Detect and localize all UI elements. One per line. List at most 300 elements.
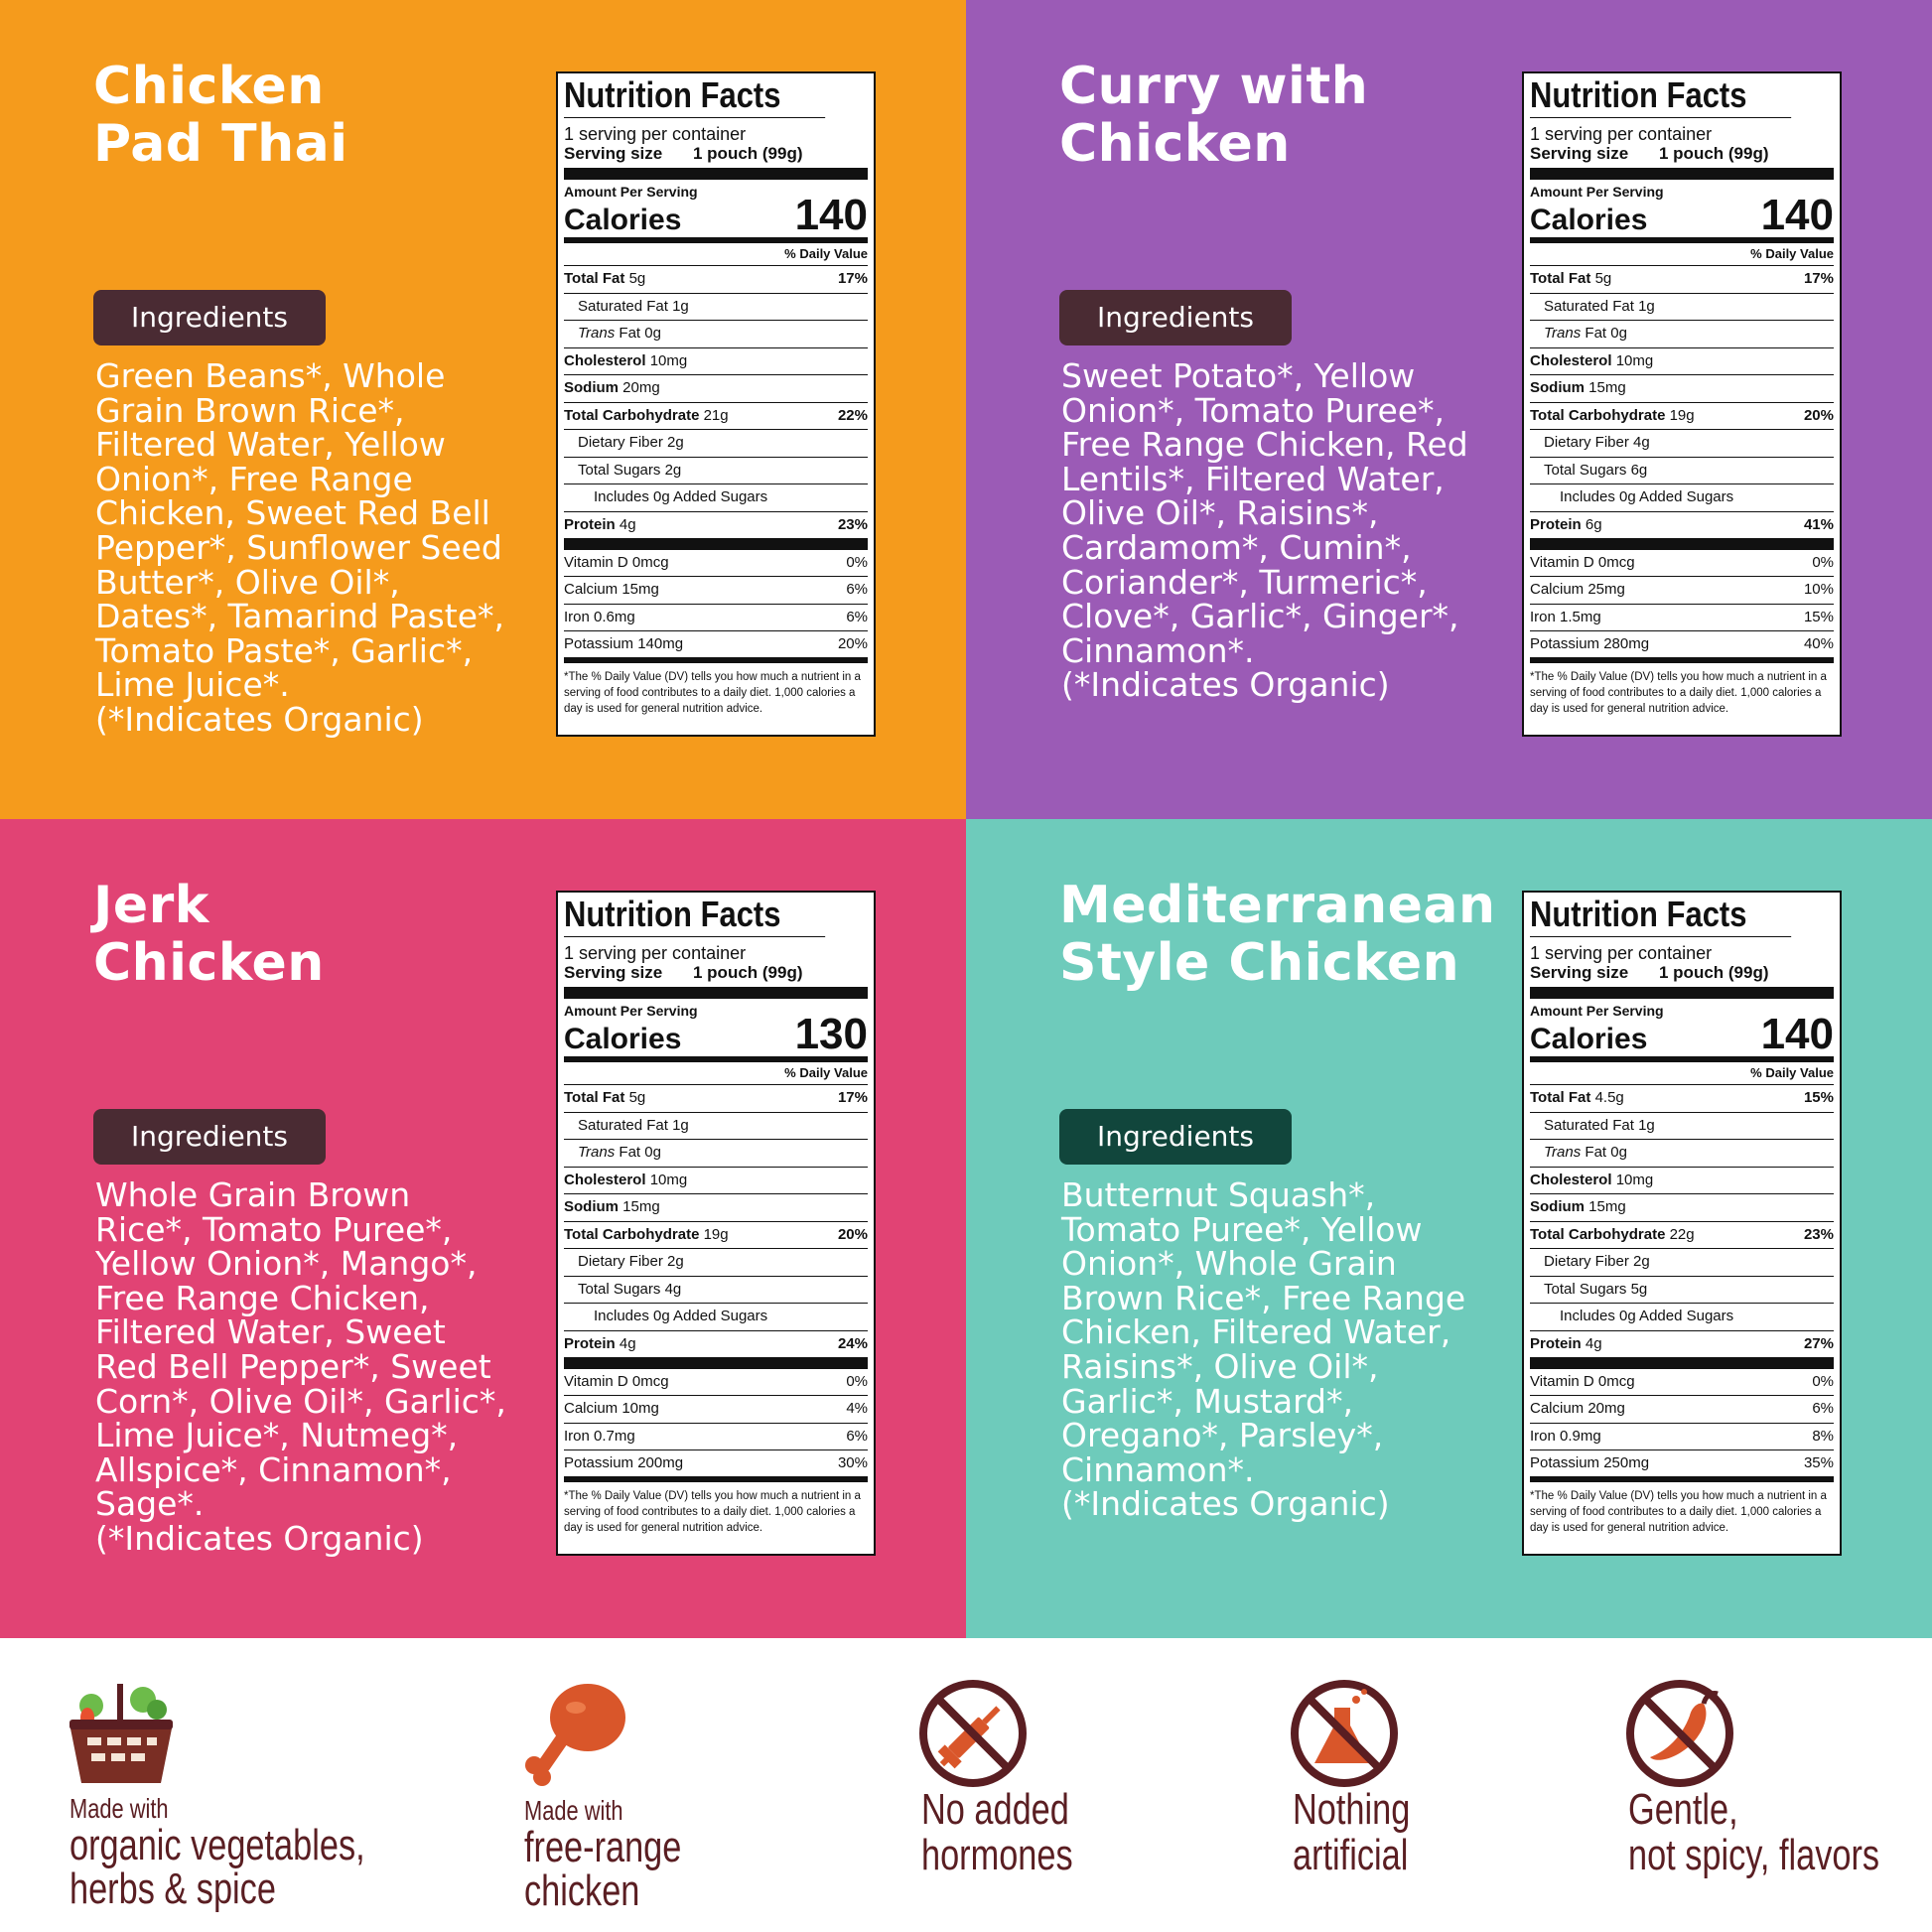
total-fat-label: Total Fat (564, 1089, 625, 1106)
dietary-fiber-row (1530, 1249, 1834, 1277)
carbohydrate-label: Total Carbohydrate (564, 406, 700, 424)
total-carbohydrate-row (1530, 1222, 1834, 1250)
protein-value: 4g (619, 1334, 636, 1352)
daily-value-footnote: *The % Daily Value (DV) tells you how much a nutrient in a serving of food contributes to a daily diet. 1,000 calories a day is used for general nutrition advice. (1530, 671, 1827, 715)
ingredients-line: Whole Grain Brown (95, 1175, 411, 1214)
dietary-fiber-row (1530, 430, 1834, 458)
potassium-pct: 20% (837, 635, 868, 652)
vitamin-d-row (564, 550, 868, 578)
total-fat-row (1530, 1085, 1834, 1113)
ingredients-label: Ingredients (1059, 290, 1292, 345)
feature-organic-line-1: Made with (69, 1793, 169, 1824)
potassium-row (564, 1450, 868, 1482)
added-sugars-text: Includes 0g Added Sugars (1560, 1308, 1734, 1324)
added-sugars-row (1530, 1304, 1834, 1331)
calcium-row (564, 1396, 868, 1424)
potassium-pct: 35% (1803, 1454, 1834, 1471)
ingredients-list (95, 1175, 532, 1558)
added-sugars-row (564, 1304, 868, 1331)
feature-no-hormones-line-2: hormones (921, 1831, 1073, 1879)
cholesterol-value: 10mg (649, 1171, 688, 1188)
servings-per-container: 1 serving per container (564, 943, 747, 963)
total-carbohydrate-row (1530, 403, 1834, 431)
total-fat-pct: 17% (837, 270, 868, 287)
product-title (93, 58, 530, 173)
ingredients-line: Free Range Chicken, Red (1061, 425, 1468, 465)
carbohydrate-label: Total Carbohydrate (564, 1225, 700, 1243)
total-sugars-value: 6g (1630, 461, 1648, 479)
saturated-fat-label: Saturated Fat (578, 297, 668, 315)
feature-not-spicy-line-1: Gentle, (1628, 1785, 1738, 1834)
calories-value: 130 (794, 1010, 868, 1058)
vitamin-d-pct: 0% (846, 553, 868, 571)
calcium-row (564, 577, 868, 605)
ingredients-line: Filtered Water, Yellow (95, 425, 446, 465)
saturated-fat-label: Saturated Fat (578, 1116, 668, 1134)
iron-row (1530, 1424, 1834, 1451)
ingredients-label: Ingredients (93, 1109, 326, 1165)
added-sugars-row (564, 484, 868, 512)
title-line-2: Style Chicken (1059, 933, 1460, 993)
sodium-label: Sodium (1530, 379, 1585, 396)
saturated-fat-row (564, 1113, 868, 1141)
daily-value-header: % Daily Value (564, 1062, 868, 1085)
vitamin-d-row (564, 1369, 868, 1397)
drumstick-icon (516, 1674, 635, 1793)
ingredients-line: Dates*, Tamarind Paste*, (95, 597, 504, 636)
carbohydrate-pct: 23% (1803, 1225, 1834, 1243)
protein-label: Protein (564, 1334, 616, 1352)
ingredients-line: (*Indicates Organic) (1061, 1484, 1390, 1524)
added-sugars-text: Includes 0g Added Sugars (594, 1308, 768, 1324)
potassium-text: Potassium 140mg (564, 635, 684, 652)
nutrition-facts-heading: Nutrition Facts (564, 73, 825, 118)
ingredients-line: Raisins*, Olive Oil*, (1061, 1346, 1379, 1386)
vitamin-d-text: Vitamin D 0mcg (564, 1372, 669, 1390)
total-carbohydrate-row (564, 1222, 868, 1250)
protein-pct: 41% (1803, 515, 1834, 533)
saturated-fat-label: Saturated Fat (1544, 1116, 1634, 1134)
total-sugars-label: Total Sugars (1544, 461, 1627, 479)
vitamin-d-text: Vitamin D 0mcg (1530, 1372, 1635, 1390)
ingredients-line: Clove*, Garlic*, Ginger*, (1061, 597, 1459, 636)
cholesterol-value: 10mg (1615, 1171, 1654, 1188)
saturated-fat-value: 1g (1638, 1116, 1655, 1134)
added-sugars-text: Includes 0g Added Sugars (1560, 488, 1734, 505)
ingredients-line: Allspice*, Cinnamon*, (95, 1449, 452, 1489)
serving-size-label: Serving size (564, 963, 663, 982)
carbohydrate-pct: 20% (1803, 406, 1834, 424)
cholesterol-row (564, 1168, 868, 1195)
carbohydrate-value: 22g (1669, 1225, 1695, 1243)
ingredients-line: Coriander*, Turmeric*, (1061, 562, 1428, 602)
serving-size (564, 963, 868, 999)
total-fat-value: 5g (628, 1089, 646, 1106)
serving-size (564, 144, 868, 180)
title-line-2: Chicken (93, 933, 325, 993)
dietary-fiber-row (564, 1249, 868, 1277)
ingredients-list (1061, 1175, 1498, 1524)
title-line-1: Jerk (93, 876, 209, 935)
protein-pct: 23% (837, 515, 868, 533)
cholesterol-label: Cholesterol (564, 1171, 646, 1188)
ingredients-line: Lime Juice*. (95, 665, 290, 705)
nutrition-facts-heading: Nutrition Facts (1530, 893, 1791, 937)
saturated-fat-row (1530, 1113, 1834, 1141)
ingredients-label: Ingredients (93, 290, 326, 345)
calcium-text: Calcium 10mg (564, 1400, 659, 1417)
protein-value: 4g (1585, 1334, 1602, 1352)
product-panel-curry (966, 0, 1932, 819)
ingredients-line: Chicken, Sweet Red Bell (95, 493, 490, 533)
trans-fat-label-rest: Fat (619, 1144, 641, 1161)
nutrition-facts-panel (1522, 71, 1842, 737)
total-fat-value: 4.5g (1594, 1089, 1624, 1106)
calcium-row (1530, 1396, 1834, 1424)
trans-fat-label: Trans (578, 1144, 616, 1161)
carbohydrate-value: 19g (1669, 406, 1695, 424)
ingredients-line: Lentils*, Filtered Water, (1061, 459, 1445, 498)
daily-value-header: % Daily Value (1530, 243, 1834, 266)
trans-fat-label-rest: Fat (1585, 325, 1607, 342)
daily-value-footnote: *The % Daily Value (DV) tells you how much a nutrient in a serving of food contributes to a daily diet. 1,000 calories a day is used for general nutrition advice. (564, 1490, 861, 1534)
sodium-value: 15mg (622, 1198, 660, 1215)
ingredients-line: Brown Rice*, Free Range (1061, 1278, 1466, 1317)
iron-text: Iron 0.7mg (564, 1427, 635, 1445)
ingredients-line: Garlic*, Mustard*, (1061, 1381, 1353, 1421)
protein-row (564, 1331, 868, 1369)
carbohydrate-pct: 22% (837, 406, 868, 424)
carbohydrate-value: 19g (703, 1225, 729, 1243)
protein-row (564, 512, 868, 550)
potassium-text: Potassium 200mg (564, 1454, 684, 1471)
sodium-row (564, 1194, 868, 1222)
carbohydrate-value: 21g (703, 406, 729, 424)
trans-fat-value: 0g (644, 325, 661, 342)
total-sugars-label: Total Sugars (578, 461, 661, 479)
total-fat-row (564, 1085, 868, 1113)
calories-label: Calories (564, 204, 682, 236)
ingredients-line: Onion*, Tomato Puree*, (1061, 390, 1446, 430)
iron-pct: 8% (1812, 1427, 1834, 1445)
product-title (1059, 58, 1496, 173)
saturated-fat-value: 1g (672, 297, 689, 315)
nutrition-facts-panel (1522, 891, 1842, 1556)
sodium-row (564, 375, 868, 403)
calories-value: 140 (794, 191, 868, 239)
sodium-row (1530, 1194, 1834, 1222)
feature-nothing-artificial-line-2: artificial (1293, 1831, 1409, 1879)
ingredients-line: Lime Juice*, Nutmeg*, (95, 1416, 459, 1455)
daily-value-footnote: *The % Daily Value (DV) tells you how much a nutrient in a serving of food contributes to a daily diet. 1,000 calories a day is used for general nutrition advice. (1530, 1490, 1827, 1534)
cholesterol-value: 10mg (649, 351, 688, 369)
daily-value-footnote: *The % Daily Value (DV) tells you how much a nutrient in a serving of food contributes to a daily diet. 1,000 calories a day is used for general nutrition advice. (564, 671, 861, 715)
servings-per-container: 1 serving per container (1530, 943, 1713, 963)
ingredients-line: Yellow Onion*, Mango*, (95, 1244, 478, 1284)
ingredients-line: Sage*. (95, 1484, 205, 1524)
product-panel-pad-thai (0, 0, 966, 819)
cholesterol-value: 10mg (1615, 351, 1654, 369)
amount-per-serving: Amount Per Serving (564, 184, 698, 200)
iron-pct: 6% (846, 608, 868, 625)
cholesterol-row (1530, 1168, 1834, 1195)
sodium-label: Sodium (564, 379, 619, 396)
ingredients-line: (*Indicates Organic) (95, 1518, 424, 1558)
feature-not-spicy (1620, 1638, 1932, 1932)
total-fat-pct: 17% (1803, 270, 1834, 287)
servings-per-container: 1 serving per container (1530, 124, 1713, 144)
trans-fat-label-rest: Fat (619, 325, 641, 342)
trans-fat-row (1530, 1140, 1834, 1168)
feature-nothing-artificial (1285, 1638, 1642, 1932)
serving-size-label: Serving size (1530, 963, 1629, 982)
feature-free-range-line-3: chicken (524, 1866, 640, 1915)
total-fat-pct: 15% (1803, 1089, 1834, 1106)
feature-no-hormones-line-1: No added (921, 1785, 1069, 1834)
carbohydrate-label: Total Carbohydrate (1530, 406, 1666, 424)
calcium-text: Calcium 20mg (1530, 1400, 1625, 1417)
ingredients-line: Cinnamon*. (1061, 630, 1255, 670)
calories-label: Calories (564, 1023, 682, 1055)
added-sugars-row (1530, 484, 1834, 512)
amount-per-serving: Amount Per Serving (1530, 1003, 1664, 1019)
no-hormones-icon (913, 1674, 1033, 1793)
cholesterol-label: Cholesterol (1530, 1171, 1612, 1188)
potassium-pct: 30% (837, 1454, 868, 1471)
title-line-1: Curry with (1059, 57, 1369, 116)
total-sugars-row (1530, 1277, 1834, 1305)
calcium-row (1530, 577, 1834, 605)
ingredients-line: Sweet Potato*, Yellow (1061, 356, 1416, 395)
cholesterol-row (1530, 348, 1834, 376)
total-sugars-value: 2g (664, 461, 682, 479)
carbohydrate-label: Total Carbohydrate (1530, 1225, 1666, 1243)
calories-value: 140 (1760, 1010, 1834, 1058)
potassium-pct: 40% (1803, 635, 1834, 652)
trans-fat-value: 0g (1610, 1144, 1627, 1161)
trans-fat-row (1530, 321, 1834, 348)
dietary-fiber-value: 2g (667, 434, 684, 451)
serving-size-value: 1 pouch (99g) (693, 963, 803, 982)
dietary-fiber-label: Dietary Fiber (578, 434, 663, 451)
ingredients-line: Butternut Squash*, (1061, 1175, 1376, 1214)
vitamin-d-row (1530, 1369, 1834, 1397)
servings-per-container: 1 serving per container (564, 124, 747, 144)
trans-fat-label-rest: Fat (1585, 1144, 1607, 1161)
ingredients-line: Red Bell Pepper*, Sweet (95, 1346, 491, 1386)
cholesterol-label: Cholesterol (564, 351, 646, 369)
vitamin-d-pct: 0% (1812, 553, 1834, 571)
saturated-fat-row (564, 294, 868, 322)
protein-label: Protein (1530, 1334, 1582, 1352)
product-title (1059, 877, 1496, 992)
calcium-pct: 10% (1803, 581, 1834, 598)
trans-fat-label: Trans (1544, 1144, 1582, 1161)
protein-pct: 24% (837, 1334, 868, 1352)
ingredients-line: Rice*, Tomato Puree*, (95, 1209, 453, 1249)
cholesterol-row (564, 348, 868, 376)
iron-row (564, 1424, 868, 1451)
ingredients-line: Onion*, Whole Grain (1061, 1244, 1397, 1284)
dietary-fiber-label: Dietary Fiber (578, 1253, 663, 1270)
daily-value-header: % Daily Value (1530, 1062, 1834, 1085)
dietary-fiber-value: 2g (1633, 1253, 1650, 1270)
total-fat-value: 5g (628, 270, 646, 287)
cholesterol-label: Cholesterol (1530, 351, 1612, 369)
feature-free-range-line-2: free-range (524, 1823, 682, 1871)
total-fat-row (564, 266, 868, 294)
protein-row (1530, 512, 1834, 550)
trans-fat-row (564, 321, 868, 348)
ingredients-line: Green Beans*, Whole (95, 356, 446, 395)
iron-row (564, 605, 868, 632)
title-line-2: Chicken (1059, 114, 1291, 174)
sodium-value: 20mg (622, 379, 660, 396)
vitamin-d-row (1530, 550, 1834, 578)
protein-label: Protein (1530, 515, 1582, 533)
potassium-row (564, 631, 868, 663)
ingredients-label: Ingredients (1059, 1109, 1292, 1165)
potassium-row (1530, 1450, 1834, 1482)
feature-free-range-line-1: Made with (524, 1795, 623, 1826)
protein-value: 6g (1585, 515, 1602, 533)
calories-label: Calories (1530, 1023, 1648, 1055)
basket-icon (62, 1674, 181, 1793)
iron-text: Iron 0.6mg (564, 608, 635, 625)
potassium-text: Potassium 280mg (1530, 635, 1650, 652)
product-panel-jerk (0, 819, 966, 1638)
calcium-text: Calcium 25mg (1530, 581, 1625, 598)
serving-size-value: 1 pouch (99g) (1659, 963, 1769, 982)
feature-not-spicy-line-2: not spicy, flavors (1628, 1831, 1880, 1879)
carbohydrate-pct: 20% (837, 1225, 868, 1243)
sodium-label: Sodium (564, 1198, 619, 1215)
added-sugars-text: Includes 0g Added Sugars (594, 488, 768, 505)
trans-fat-label: Trans (1544, 325, 1582, 342)
feature-free-range (516, 1638, 874, 1932)
calcium-pct: 4% (846, 1400, 868, 1417)
saturated-fat-value: 1g (672, 1116, 689, 1134)
iron-row (1530, 605, 1834, 632)
dietary-fiber-label: Dietary Fiber (1544, 1253, 1629, 1270)
feature-organic-line-3: herbs & spice (69, 1864, 276, 1913)
serving-size (1530, 963, 1834, 999)
ingredients-line: Grain Brown Rice*, (95, 390, 405, 430)
calcium-text: Calcium 15mg (564, 581, 659, 598)
total-sugars-row (564, 458, 868, 485)
total-fat-label: Total Fat (564, 270, 625, 287)
amount-per-serving: Amount Per Serving (1530, 184, 1664, 200)
saturated-fat-row (1530, 294, 1834, 322)
ingredients-line: Butter*, Olive Oil*, (95, 562, 400, 602)
trans-fat-label: Trans (578, 325, 616, 342)
ingredients-list (95, 356, 532, 739)
ingredients-line: Cardamom*, Cumin*, (1061, 527, 1412, 567)
not-spicy-icon (1620, 1674, 1739, 1793)
total-fat-pct: 17% (837, 1089, 868, 1106)
dietary-fiber-row (564, 430, 868, 458)
iron-text: Iron 1.5mg (1530, 608, 1601, 625)
trans-fat-value: 0g (644, 1144, 661, 1161)
ingredients-line: Olive Oil*, Raisins*, (1061, 493, 1379, 533)
total-fat-value: 5g (1594, 270, 1612, 287)
saturated-fat-label: Saturated Fat (1544, 297, 1634, 315)
potassium-text: Potassium 250mg (1530, 1454, 1650, 1471)
calcium-pct: 6% (1812, 1400, 1834, 1417)
ingredients-line: Chicken, Filtered Water, (1061, 1312, 1451, 1352)
calcium-pct: 6% (846, 581, 868, 598)
total-sugars-value: 4g (664, 1280, 682, 1298)
sodium-value: 15mg (1588, 1198, 1626, 1215)
ingredients-list (1061, 356, 1498, 705)
ingredients-line: Pepper*, Sunflower Seed (95, 527, 502, 567)
saturated-fat-value: 1g (1638, 297, 1655, 315)
total-carbohydrate-row (564, 403, 868, 431)
nutrition-facts-panel (556, 891, 876, 1556)
ingredients-line: (*Indicates Organic) (1061, 665, 1390, 705)
total-fat-label: Total Fat (1530, 270, 1591, 287)
ingredients-line: Oregano*, Parsley*, (1061, 1416, 1384, 1455)
feature-organic (62, 1638, 419, 1932)
total-sugars-row (564, 1277, 868, 1305)
calories-label: Calories (1530, 204, 1648, 236)
total-fat-row (1530, 266, 1834, 294)
dietary-fiber-value: 2g (667, 1253, 684, 1270)
total-fat-label: Total Fat (1530, 1089, 1591, 1106)
protein-pct: 27% (1803, 1334, 1834, 1352)
feature-organic-line-2: organic vegetables, (69, 1821, 365, 1869)
title-line-2: Pad Thai (93, 114, 348, 174)
ingredients-line: Tomato Puree*, Yellow (1061, 1209, 1423, 1249)
nutrition-facts-heading: Nutrition Facts (1530, 73, 1791, 118)
protein-value: 4g (619, 515, 636, 533)
vitamin-d-text: Vitamin D 0mcg (564, 553, 669, 571)
daily-value-header: % Daily Value (564, 243, 868, 266)
ingredients-line: Free Range Chicken, (95, 1278, 430, 1317)
iron-pct: 15% (1803, 608, 1834, 625)
nutrition-facts-panel (556, 71, 876, 737)
total-sugars-label: Total Sugars (578, 1280, 661, 1298)
sodium-row (1530, 375, 1834, 403)
total-sugars-row (1530, 458, 1834, 485)
serving-size-value: 1 pouch (99g) (693, 144, 803, 163)
ingredients-line: Filtered Water, Sweet (95, 1312, 446, 1352)
vitamin-d-pct: 0% (1812, 1372, 1834, 1390)
title-line-1: Chicken (93, 57, 325, 116)
vitamin-d-pct: 0% (846, 1372, 868, 1390)
trans-fat-value: 0g (1610, 325, 1627, 342)
potassium-row (1530, 631, 1834, 663)
nothing-artificial-icon (1285, 1674, 1404, 1793)
serving-size-value: 1 pouch (99g) (1659, 144, 1769, 163)
feature-no-hormones (913, 1638, 1271, 1932)
ingredients-line: Tomato Paste*, Garlic*, (95, 630, 474, 670)
total-sugars-label: Total Sugars (1544, 1280, 1627, 1298)
total-sugars-value: 5g (1630, 1280, 1648, 1298)
trans-fat-row (564, 1140, 868, 1168)
ingredients-line: (*Indicates Organic) (95, 699, 424, 739)
feature-nothing-artificial-line-1: Nothing (1293, 1785, 1411, 1834)
ingredients-line: Onion*, Free Range (95, 459, 413, 498)
protein-label: Protein (564, 515, 616, 533)
calories-value: 140 (1760, 191, 1834, 239)
product-title (93, 877, 530, 992)
iron-pct: 6% (846, 1427, 868, 1445)
product-panel-mediterranean (966, 819, 1932, 1638)
serving-size (1530, 144, 1834, 180)
serving-size-label: Serving size (1530, 144, 1629, 163)
amount-per-serving: Amount Per Serving (564, 1003, 698, 1019)
